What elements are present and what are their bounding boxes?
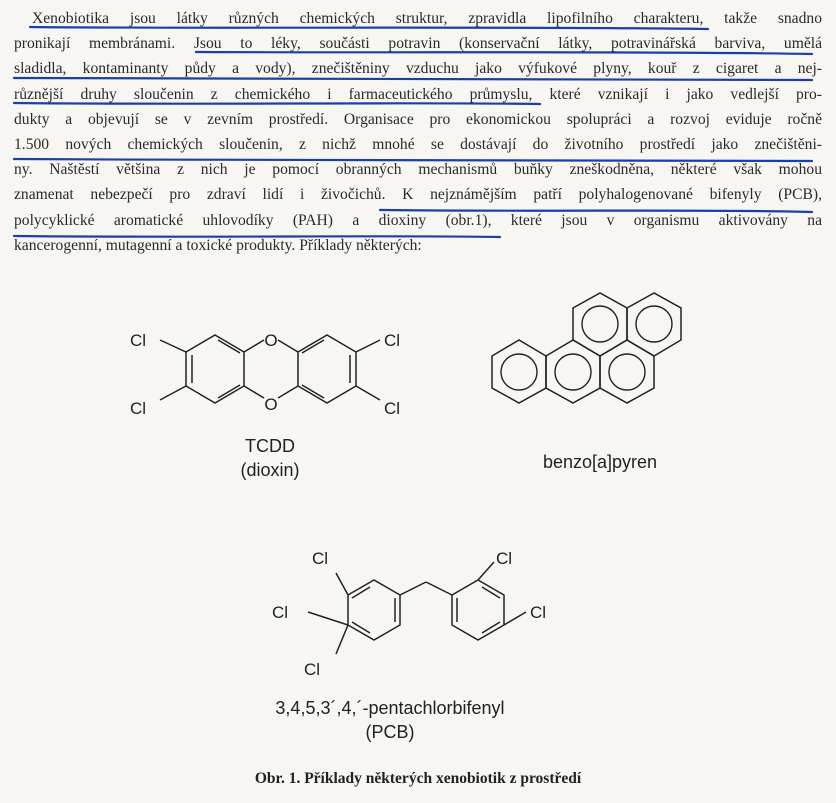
pcb-name: 3,4,5,3´,4,´-pentachlorbifenyl: [275, 698, 505, 718]
tcdd-caption: [210, 434, 330, 482]
text-line: 1.500 nových chemických sloučenin, z nichž mnohé se dostávají do životního prostředí jako znečištěni-: [14, 135, 822, 153]
chlorine-atom: Cl: [130, 399, 147, 418]
oxygen-atom: O: [264, 395, 278, 414]
pcb-alias: (PCB): [365, 722, 415, 742]
text-line: dukty a objevují se v zevním prostředí. Organisace pro ekonomickou spolupráci a rozvoj eviduje ročně: [14, 110, 822, 128]
figure-caption: Obr. 1. Příklady některých xenobiotik z prostředí: [254, 770, 582, 787]
text-line: sladidla, kontaminanty půdy a vody), znečištěniny vzduchu jako výfukové plyny, kouř z cigaret a nej-: [14, 60, 822, 78]
tcdd-alias: (dioxin): [240, 460, 300, 480]
text-line: kancerogenní, mutagenní a toxické produkty. Příklady některých:: [14, 236, 422, 254]
benzo-a-pyrene-structure: [470, 280, 710, 450]
text-line: znamenat nebezpečí pro zdraví lidí i živočichů. K nejznámějším patří polyhalogenované bifenyly (PCB),: [14, 186, 822, 204]
chlorine-atom: Cl: [130, 331, 147, 350]
chlorine-atom: Cl: [272, 603, 289, 622]
chlorine-atom: Cl: [384, 331, 401, 350]
pcb-caption: [240, 696, 540, 744]
text-line: ny. Naštěstí většina z nich je pomocí obranných mechanismů buňky zneškodněna, některé však mohou: [14, 161, 822, 179]
chlorine-atom: Cl: [530, 603, 547, 622]
benzo-a-pyrene-name: benzo[a]pyren: [542, 452, 658, 472]
chlorine-atom: Cl: [496, 549, 513, 568]
text-line: polycyklické aromatické uhlovodíky (PAH) a dioxiny (obr.1), které jsou v organismu aktivovány na: [14, 211, 822, 229]
tcdd-structure: [120, 320, 420, 425]
body-paragraph: [14, 6, 822, 258]
chlorine-atom: Cl: [304, 660, 321, 679]
tcdd-name: TCDD: [245, 436, 295, 456]
text-line: pronikají membránami. Jsou to léky, součásti potravin (konservační látky, potravinářská barviva, umělá: [14, 35, 822, 53]
oxygen-atom: O: [264, 331, 278, 350]
chlorine-atom: Cl: [384, 399, 401, 418]
pcb-structure: [260, 540, 580, 690]
text-line: Xenobiotika jsou látky různých chemických struktur, zpravidla lipofilního charakteru, takže snadno: [32, 10, 822, 27]
chlorine-atom: Cl: [312, 549, 329, 568]
text-line: různější druhy sloučenin z chemického i farmaceutického průmyslu, které vznikají i jako vedlejší pro-: [14, 85, 822, 103]
